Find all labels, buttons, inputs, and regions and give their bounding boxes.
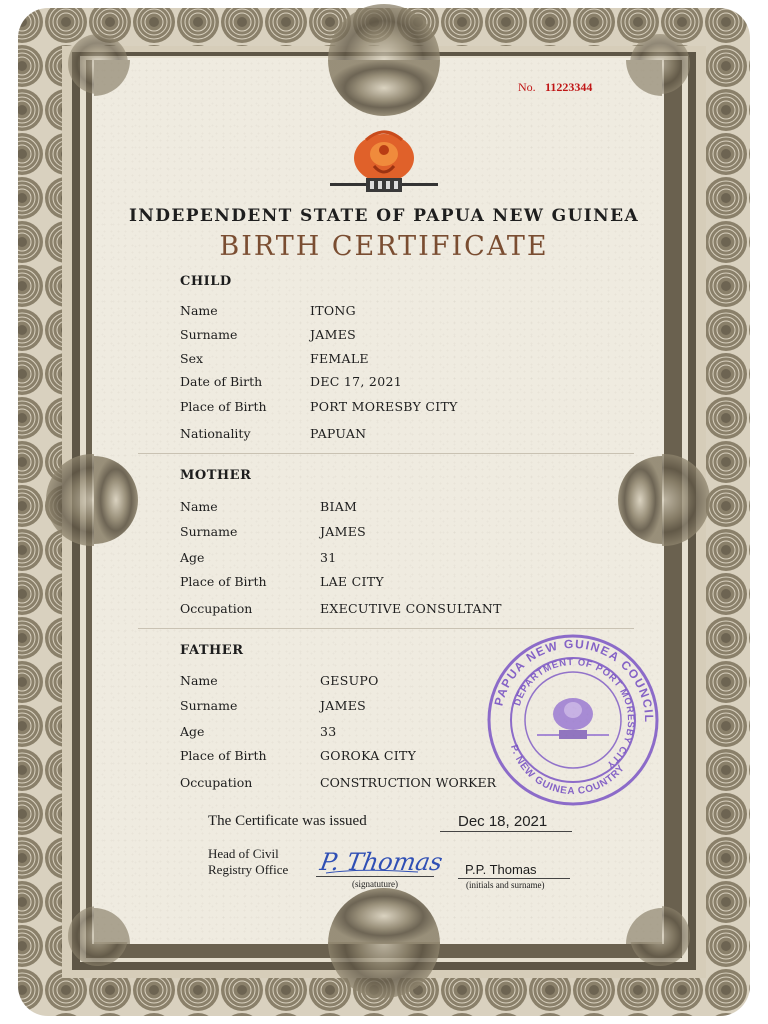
father-surname-value: JAMES	[320, 698, 367, 713]
stamp-bottom-text: P. NEW GUINEA COUNTRY	[508, 743, 628, 798]
initials-line	[458, 878, 570, 879]
child-dob-value: DEC 17, 2021	[310, 374, 402, 389]
bird-of-paradise-emblem-icon	[326, 128, 442, 198]
father-age-value: 33	[320, 724, 337, 739]
stamp-emblem-icon	[537, 698, 609, 739]
father-section-heading: FATHER	[180, 643, 244, 658]
signature-caption: (signatuture)	[352, 879, 398, 889]
certificate-title: BIRTH CERTIFICATE	[219, 231, 549, 262]
mother-age-value: 31	[320, 550, 337, 565]
father-occupation-value: CONSTRUCTION WORKER	[320, 775, 496, 790]
mother-pob-label: Place of Birth	[180, 574, 267, 589]
mother-name-value: BIAM	[320, 499, 358, 514]
certificate-number: 11223344	[545, 80, 593, 94]
father-name-value: GESUPO	[320, 673, 379, 688]
mother-age-label: Age	[180, 550, 205, 565]
child-surname-value: JAMES	[310, 327, 357, 342]
mother-name-label: Name	[180, 499, 218, 514]
child-name-value: ITONG	[310, 303, 356, 318]
issued-date: Dec 18, 2021	[458, 813, 548, 830]
council-stamp	[487, 634, 659, 806]
head-of-registry-label: Head of Civil Registry Office	[208, 846, 289, 877]
child-pob-value: PORT MORESBY CITY	[310, 399, 458, 414]
signature-line	[316, 876, 434, 877]
issued-label: The Certificate was issued	[208, 813, 367, 829]
mother-surname-value: JAMES	[320, 524, 367, 539]
mother-occupation-label: Occupation	[180, 601, 253, 616]
issued-date-line	[440, 831, 572, 832]
stamp-outer-text: PAPUA NEW GUINEA COUNCIL	[491, 636, 657, 724]
mother-section-heading: MOTHER	[180, 468, 252, 483]
stamp-inner-text: DEPARTMENT OF PORT MORESBY CITY	[511, 656, 637, 771]
mother-pob-value: LAE CITY	[320, 574, 384, 589]
mother-occupation-value: EXECUTIVE CONSULTANT	[320, 601, 502, 616]
child-pob-label: Place of Birth	[180, 399, 267, 414]
father-occupation-label: Occupation	[180, 775, 253, 790]
child-nationality-value: PAPUAN	[310, 426, 367, 441]
child-section-heading: CHILD	[180, 274, 232, 289]
initials-caption: (initials and surname)	[466, 880, 545, 890]
registrar-name: P.P. Thomas	[465, 862, 537, 877]
mother-surname-label: Surname	[180, 524, 238, 539]
father-pob-value: GOROKA CITY	[320, 748, 417, 763]
father-surname-label: Surname	[180, 698, 238, 713]
child-name-label: Name	[180, 303, 218, 318]
child-nationality-label: Nationality	[180, 426, 251, 441]
child-surname-label: Surname	[180, 327, 238, 342]
svg-text:P. Thomas: P. Thomas	[318, 848, 445, 876]
child-sex-value: FEMALE	[310, 351, 369, 366]
handwritten-signature	[318, 842, 445, 878]
father-pob-label: Place of Birth	[180, 748, 267, 763]
father-name-label: Name	[180, 673, 218, 688]
state-title: INDEPENDENT STATE OF PAPUA NEW GUINEA	[128, 206, 640, 226]
child-sex-label: Sex	[180, 351, 204, 366]
father-age-label: Age	[180, 724, 205, 739]
certificate-number-label: No.	[518, 80, 536, 94]
section-divider	[138, 628, 634, 629]
section-divider	[138, 453, 634, 454]
child-dob-label: Date of Birth	[180, 374, 263, 389]
